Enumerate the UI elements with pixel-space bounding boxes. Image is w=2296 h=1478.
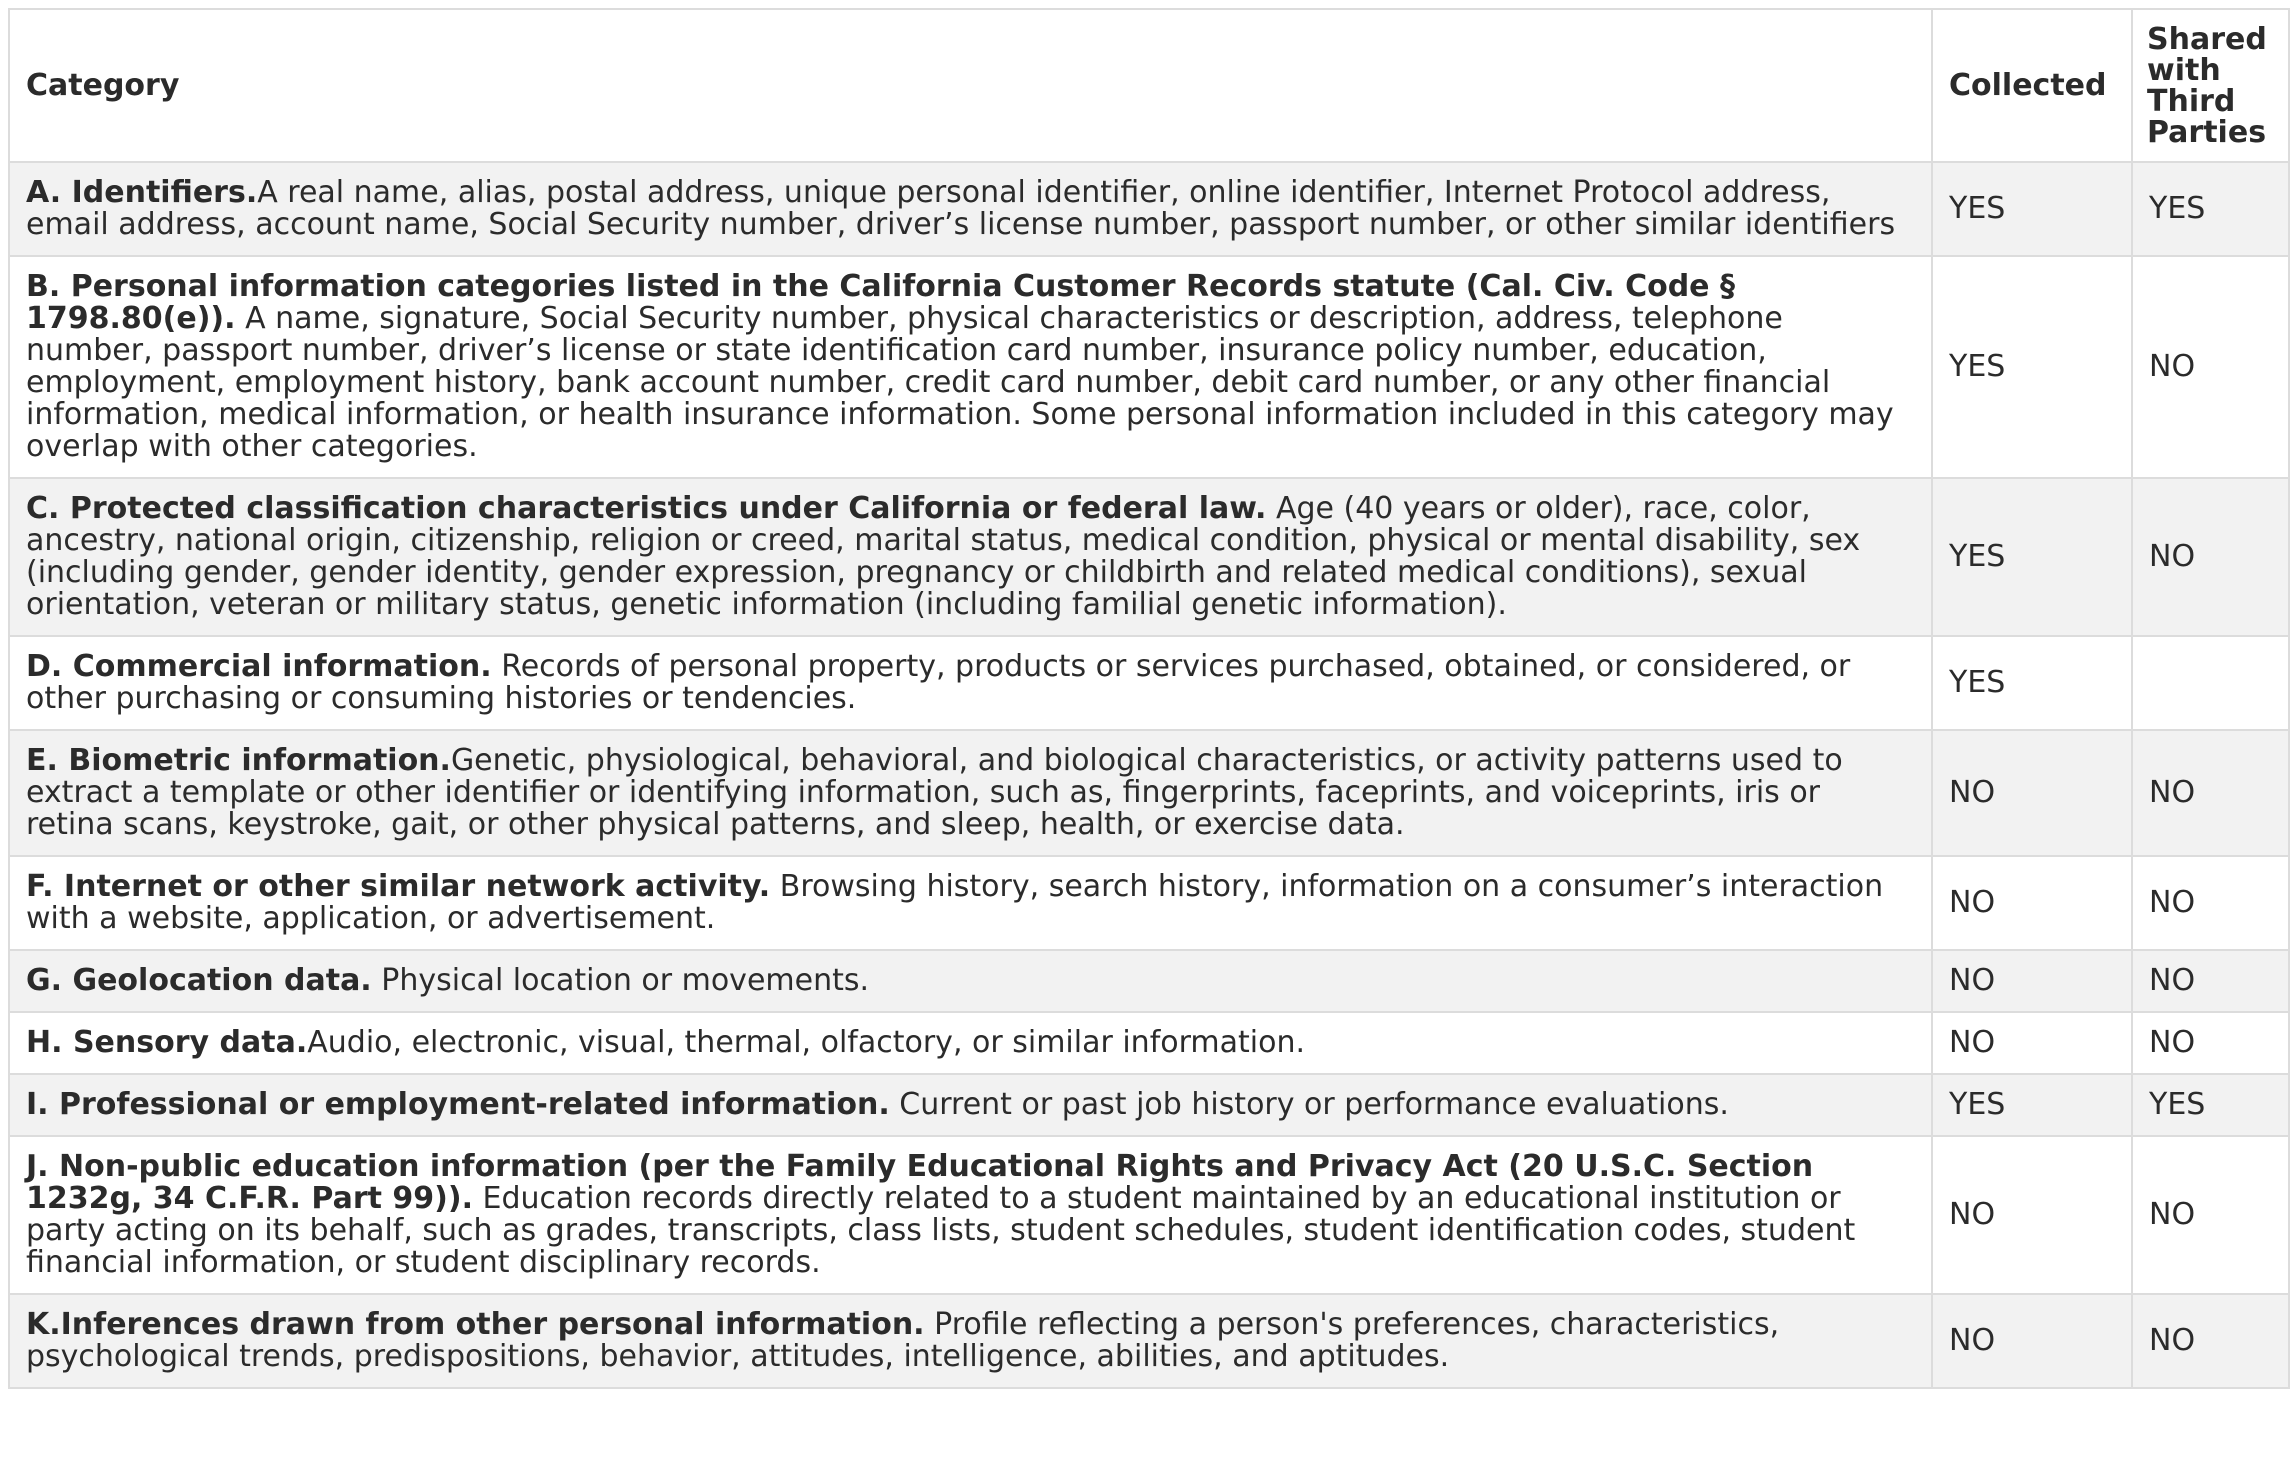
category-title: D. Commercial information. [26,649,492,684]
category-description: Audio, electronic, visual, thermal, olfactory, or similar information. [307,1025,1306,1060]
category-cell [9,162,1932,256]
category-description: Browsing history, search history, information on a consumer’s interaction with a website, application, or advertisement. [26,869,1884,936]
category-title: H. Sensory data. [26,1025,308,1060]
table-body [9,162,2289,1388]
shared-cell: NO [2132,950,2289,1012]
category-title: K.Inferences drawn from other personal information. [26,1307,925,1342]
table-row [9,162,2289,256]
category-cell [9,1294,1932,1388]
category-title: F. Internet or other similar network activity. [26,869,771,904]
privacy-categories-table-container [8,8,2288,1389]
table-row [9,856,2289,950]
category-title: B. Personal information categories listed in the California Customer Records statute (Cal. Civ. Code § 1798.80(e)). [26,269,1735,336]
shared-cell: NO [2132,1012,2289,1074]
category-cell [9,256,1932,478]
header-row [9,9,2289,162]
collected-cell: NO [1932,856,2132,950]
category-title: J. Non-public education information (per the Family Educational Rights and Privacy Act (20 U.S.C. Section 1232g, 34 C.F.R. Part 99)). [26,1149,1814,1216]
table-row [9,730,2289,856]
collected-cell: YES [1932,256,2132,478]
category-description: Education records directly related to a student maintained by an educational institution or party acting on its behalf, such as grades, transcripts, class lists, student schedules, student identification codes, student financial information, or student disciplinary records. [26,1181,1856,1280]
category-description: Profile reflecting a person's preferences, characteristics, psychological trends, predispositions, behavior, attitudes, intelligence, abilities, and aptitudes. [26,1307,1780,1374]
category-description: Records of personal property, products or services purchased, obtained, or considered, or other purchasing or consuming histories or tendencies. [26,649,1851,716]
category-cell [9,1012,1932,1074]
collected-cell: YES [1932,1074,2132,1136]
collected-cell: NO [1932,1012,2132,1074]
table-row [9,950,2289,1012]
header-collected: Collected [1932,9,2132,162]
table-row [9,1294,2289,1388]
table-row [9,256,2289,478]
privacy-categories-table [8,8,2290,1389]
header-shared-with-third-parties: Shared with Third Parties [2132,9,2289,162]
shared-cell: NO [2132,478,2289,636]
table-row [9,1012,2289,1074]
header-category: Category [9,9,1932,162]
collected-cell: NO [1932,950,2132,1012]
category-cell [9,1136,1932,1294]
shared-cell [2132,636,2289,730]
table-row [9,478,2289,636]
category-title: I. Professional or employment-related information. [26,1087,890,1122]
category-cell [9,478,1932,636]
collected-cell: NO [1932,1294,2132,1388]
shared-cell: NO [2132,256,2289,478]
collected-cell: YES [1932,162,2132,256]
category-description: Genetic, physiological, behavioral, and biological characteristics, or activity patterns used to extract a template or other identifier or identifying information, such as, fingerprints, faceprints, and voiceprints, iris or retina scans, keystroke, gait, or other physical patterns, and sleep, health, or exercise data. [26,743,1843,842]
category-description: Current or past job history or performance evaluations. [889,1087,1729,1122]
table-row [9,1136,2289,1294]
category-cell [9,636,1932,730]
table-header [9,9,2289,162]
shared-cell: NO [2132,1136,2289,1294]
shared-cell: NO [2132,856,2289,950]
collected-cell: YES [1932,478,2132,636]
table-row [9,1074,2289,1136]
table-row [9,636,2289,730]
category-cell [9,730,1932,856]
category-title: C. Protected classification characteristics under California or federal law. [26,491,1267,526]
category-description: A name, signature, Social Security number, physical characteristics or description, address, telephone number, passport number, driver’s license or state identification card number, insurance policy number, education, employment, employment history, bank account number, credit card number, debit card number, or any other financial information, medical information, or health insurance information. Some personal information included in this category may overlap with other categories. [26,301,1894,464]
category-description: Age (40 years or older), race, color, ancestry, national origin, citizenship, religion or creed, marital status, medical condition, physical or mental disability, sex (including gender, gender identity, gender expression, pregnancy or childbirth and related medical conditions), sexual orientation, veteran or military status, genetic information (including familial genetic information). [26,491,1861,622]
collected-cell: YES [1932,636,2132,730]
category-cell [9,856,1932,950]
category-description: A real name, alias, postal address, unique personal identifier, online identifier, Internet Protocol address, email address, account name, Social Security number, driver’s license number, passport number, or other similar identifiers [26,175,1896,242]
shared-cell: NO [2132,730,2289,856]
category-title: E. Biometric information. [26,743,451,778]
category-title: G. Geolocation data. [26,963,372,998]
shared-cell: YES [2132,1074,2289,1136]
shared-cell: YES [2132,162,2289,256]
category-title: A. Identifiers. [26,175,258,210]
category-cell [9,950,1932,1012]
category-cell [9,1074,1932,1136]
collected-cell: NO [1932,730,2132,856]
category-description: Physical location or movements. [371,963,870,998]
shared-cell: NO [2132,1294,2289,1388]
collected-cell: NO [1932,1136,2132,1294]
